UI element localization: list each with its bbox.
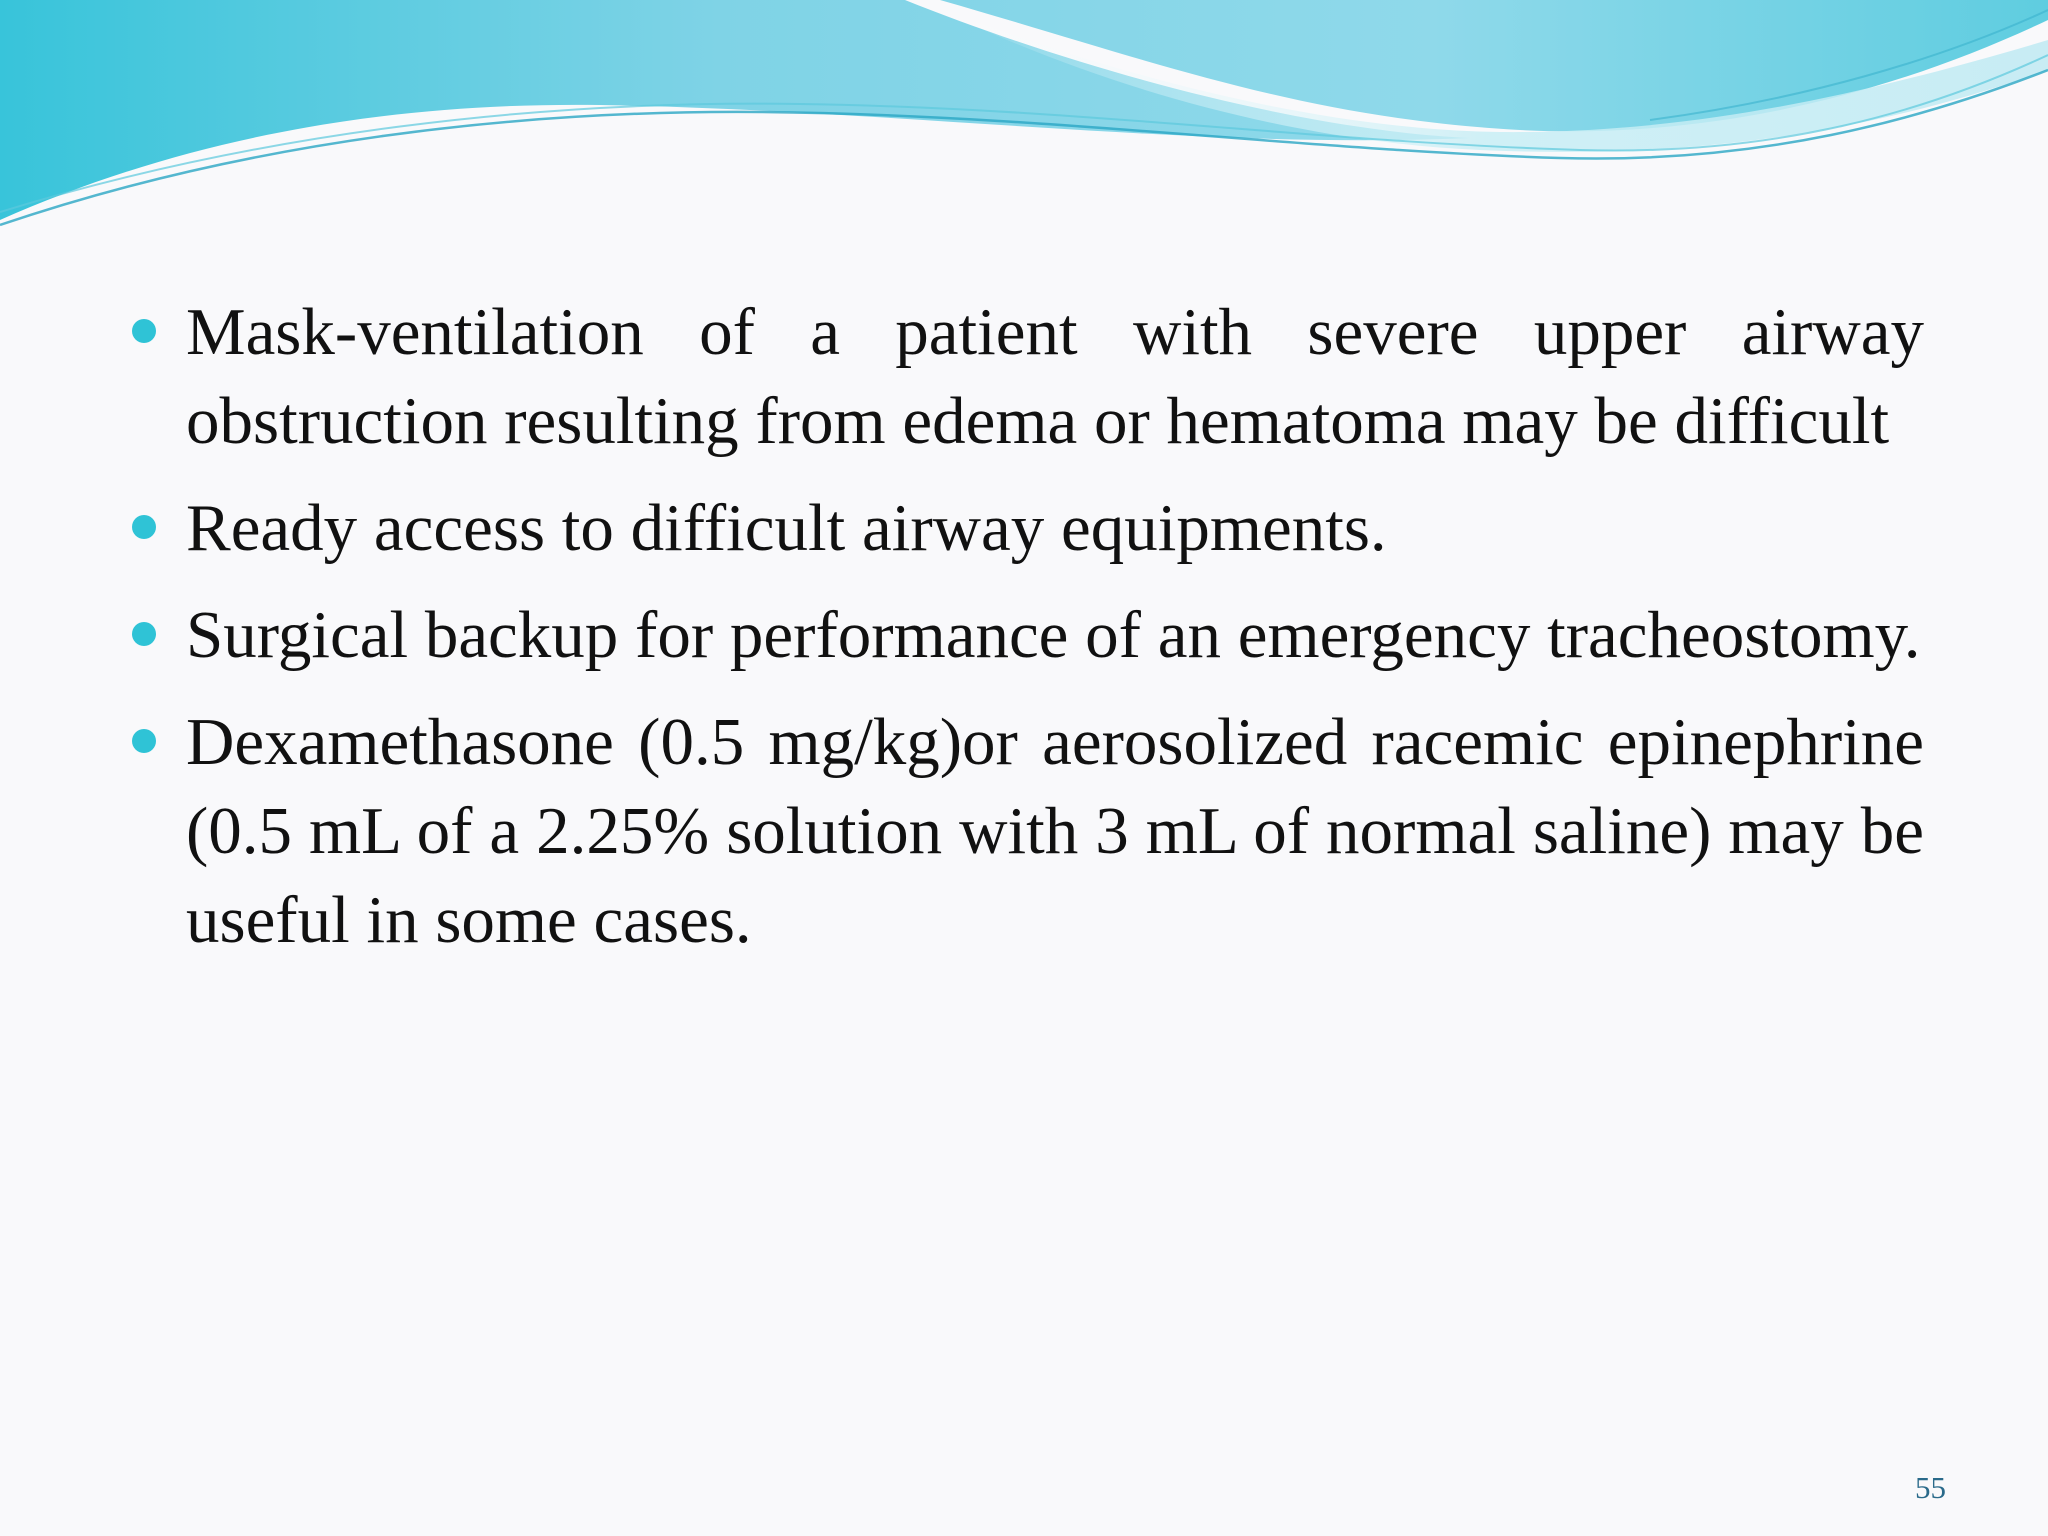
bullet-text: Surgical backup for performance of an emergency tracheostomy. — [186, 598, 1921, 672]
wave-header-decoration — [0, 0, 2048, 240]
bullet-text: Mask-ventilation of a patient with severe upper airway obstruction resulting from edema or hematoma may be difficult — [186, 295, 1924, 458]
bullet-text: Ready access to difficult airway equipments. — [186, 491, 1387, 565]
bullet-icon — [132, 319, 156, 343]
bullet-item — [128, 698, 1924, 965]
bullet-item — [128, 591, 1924, 680]
bullet-item — [128, 288, 1924, 466]
bullet-icon — [132, 729, 156, 753]
slide-body — [128, 288, 1924, 983]
bullet-text: Dexamethasone (0.5 mg/kg)or aerosolized racemic epinephrine (0.5 mL of a 2.25% solution with 3 mL of normal saline) may be useful in some cases. — [186, 705, 1924, 957]
bullet-list — [128, 288, 1924, 965]
slide-page-number: 55 — [1915, 1470, 1946, 1505]
bullet-item — [128, 484, 1924, 573]
bullet-icon — [132, 515, 156, 539]
bullet-icon — [132, 622, 156, 646]
wave-main-shape — [0, 0, 2048, 220]
